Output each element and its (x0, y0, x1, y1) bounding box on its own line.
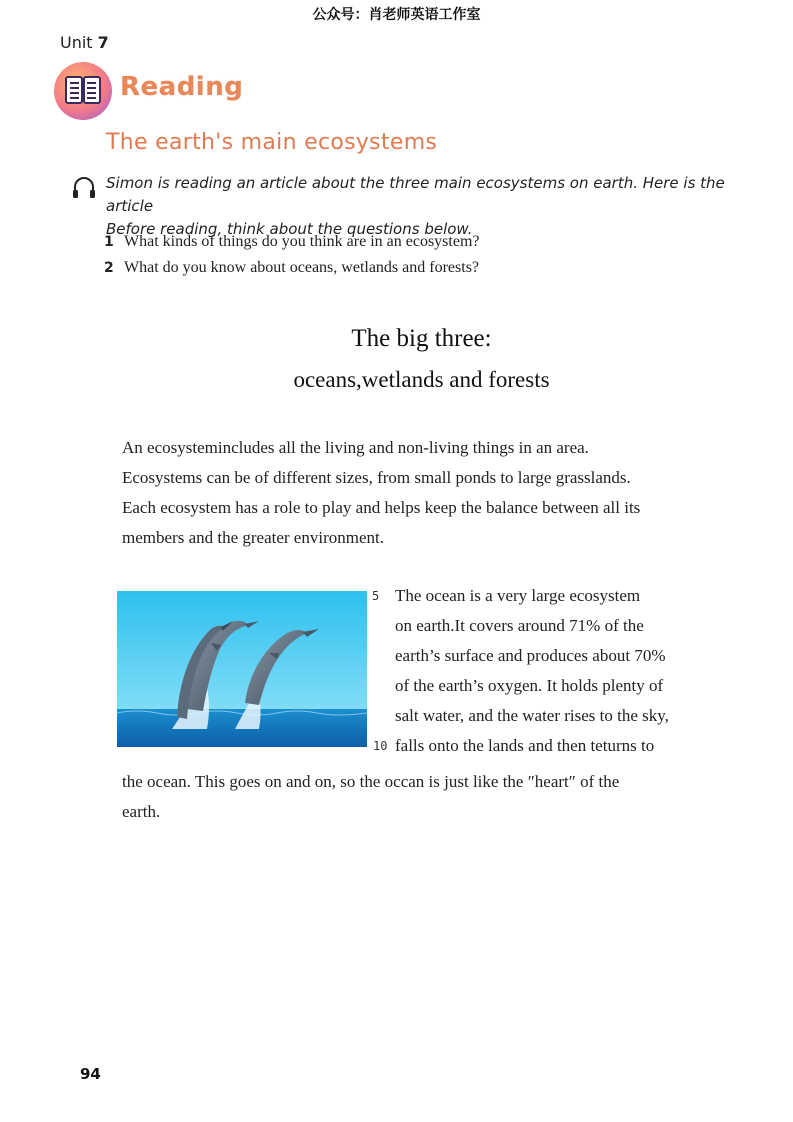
paragraph-ocean-continued (122, 767, 722, 827)
article-subtitle: oceans,wetlands and forests (293, 367, 550, 392)
question-text: What kinds of things do you think are in an ecosystem? (124, 233, 480, 250)
unit-word: Unit (60, 33, 93, 52)
text-line: Each ecosystem has a role to play and helps keep the balance between all its (122, 498, 641, 517)
article-title: The big three: (351, 325, 492, 352)
text-line: An ecosystemincludes all the living and non-living things in an area. (122, 438, 589, 457)
text-line: The ocean is a very large ecosystem (395, 586, 641, 605)
line-number: 10 (373, 739, 388, 753)
header-banner: 公众号：肖老师英语工作室 (312, 7, 481, 23)
text-line: Ecosystems can be of different sizes, from small ponds to large grasslands. (122, 468, 631, 487)
text-line: of the earth’s oxygen. It holds plenty of (395, 676, 664, 695)
headphones-icon[interactable] (70, 174, 98, 202)
intro-line: Before reading, think about the questions below. (106, 220, 473, 238)
text-line: on earth.It covers around 71% of the (395, 616, 644, 635)
text-line: the ocean. This goes on and on, so the occan is just like the ″heart″ of the (122, 772, 620, 791)
dolphins-photo (117, 591, 367, 747)
page-number: 94 (80, 1065, 101, 1083)
text-line: salt water, and the water rises to the sky, (395, 706, 669, 725)
paragraph-intro (122, 433, 722, 553)
question-item (104, 255, 479, 281)
line-number: 5 (372, 589, 380, 603)
unit-label (60, 33, 109, 52)
intro-line: Simon is reading an article about the three main ecosystems on earth. Here is the article (106, 174, 725, 215)
question-item (104, 229, 479, 255)
text-line: falls onto the lands and then teturns to (395, 736, 655, 755)
question-number: 2 (104, 260, 114, 276)
text-line: earth. (122, 802, 161, 821)
reading-heading: Reading (120, 72, 244, 102)
section-title: The earth's main ecosystems (106, 130, 438, 155)
unit-number: 7 (97, 33, 109, 52)
open-book-icon (54, 62, 112, 120)
question-number: 1 (104, 234, 114, 250)
paragraph-ocean (395, 581, 725, 761)
text-line: members and the greater environment. (122, 528, 384, 547)
question-text: What do you know about oceans, wetlands and forests? (124, 259, 480, 276)
pre-reading-questions (104, 229, 479, 281)
text-line: earth’s surface and produces about 70% (395, 646, 666, 665)
